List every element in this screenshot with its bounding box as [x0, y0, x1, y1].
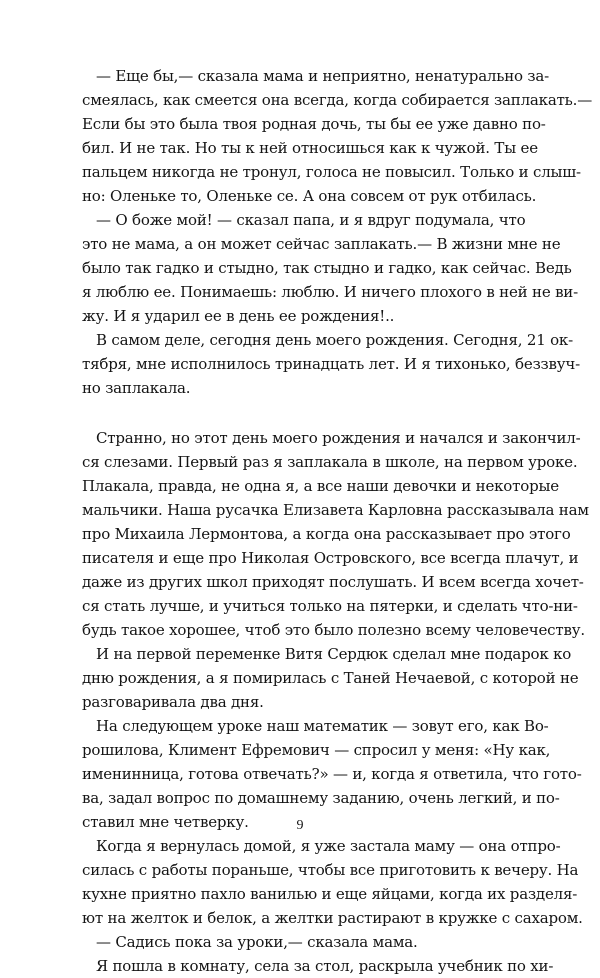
text-line: силась с работы пораньше, чтобы все приготовить к вечеру. На	[82, 861, 579, 879]
paragraph	[82, 328, 580, 400]
text-line: — О боже мой! — сказал папа, и я вдруг подумала, что	[96, 211, 526, 229]
page-body	[82, 64, 593, 978]
text-line: писателя и еще про Николая Островского, все всегда плачут, и	[82, 549, 579, 567]
text-line: рошилова, Климент Ефремович — спросил у меня: «Ну как,	[82, 741, 551, 759]
text-line: бил. И не так. Но ты к ней относишься как к чужой. Ты ее	[82, 139, 538, 157]
text-line: тября, мне исполнилось тринадцать лет. И я тихонько, беззвуч-	[82, 355, 580, 373]
text-line: но заплакала.	[82, 379, 191, 397]
text-line: ся слезами. Первый раз я заплакала в школе, на первом уроке.	[82, 453, 578, 471]
text-line: В самом деле, сегодня день моего рождения. Сегодня, 21 ок-	[96, 331, 573, 349]
text-line: Если бы это была твоя родная дочь, ты бы ее уже давно по-	[82, 115, 546, 133]
text-line: ставил мне четверку.	[82, 813, 249, 831]
text-line: Я пошла в комнату, села за стол, раскрыла учебник по хи-	[96, 957, 554, 975]
paragraph	[82, 954, 554, 978]
text-line: но: Оленьке то, Оленьке се. А она совсем от рук отбилась.	[82, 187, 537, 205]
text-line: ся стать лучше, и учиться только на пятерки, и сделать что-ни-	[82, 597, 578, 615]
paragraph	[82, 930, 524, 954]
text-line: именинница, готова отвечать?» — и, когда я ответила, что гото-	[82, 765, 582, 783]
text-line: это не мама, а он может сейчас заплакать.— В жизни мне не	[82, 235, 561, 253]
section-break	[82, 400, 524, 426]
page-number: 9	[296, 818, 304, 833]
text-line: Когда я вернулась домой, я уже застала маму — она отпро-	[96, 837, 561, 855]
text-line: Странно, но этот день моего рождения и начался и закончил-	[96, 429, 581, 447]
paragraph	[82, 834, 583, 930]
text-line: кухне приятно пахло ванилью и еще яйцами, когда их разделя-	[82, 885, 578, 903]
text-line: будь такое хорошее, чтоб это было полезно всему человечеству.	[82, 621, 585, 639]
text-line: — Еще бы,— сказала мама и неприятно, ненатурально за-	[96, 67, 550, 85]
text-line: пальцем никогда не тронул, голоса не повысил. Только и слыш-	[82, 163, 581, 181]
text-line: даже из других школ приходят послушать. И всем всегда хочет-	[82, 573, 584, 591]
text-line: жу. И я ударил ее в день ее рождения!..	[82, 307, 395, 325]
text-line: — Садись пока за уроки,— сказала мама.	[96, 933, 418, 951]
paragraph	[82, 714, 582, 834]
text-line: про Михаила Лермонтова, а когда она рассказывает про этого	[82, 525, 571, 543]
text-line: было так гадко и стыдно, так стыдно и гадко, как сейчас. Ведь	[82, 259, 572, 277]
text-line: дню рождения, а я помирилась с Таней Нечаевой, с которой не	[82, 669, 579, 687]
text-line: мальчики. Наша русачка Елизавета Карловна рассказывала нам	[82, 501, 589, 519]
paragraph	[82, 642, 579, 714]
paragraph	[82, 208, 578, 328]
paragraph	[82, 64, 593, 208]
paragraph	[82, 426, 589, 642]
text-line: ют на желток и белок, а желтки растирают в кружке с сахаром.	[82, 909, 583, 927]
text-line: ва, задал вопрос по домашнему заданию, очень легкий, и по-	[82, 789, 560, 807]
text-line: разговаривала два дня.	[82, 693, 264, 711]
text-line: На следующем уроке наш математик — зовут его, как Во-	[96, 717, 549, 735]
text-line: я люблю ее. Понимаешь: люблю. И ничего плохого в ней не ви-	[82, 283, 578, 301]
text-line: смеялась, как смеется она всегда, когда собирается заплакать.—	[82, 91, 593, 109]
text-line: Плакала, правда, не одна я, а все наши девочки и некоторые	[82, 477, 559, 495]
text-line: И на первой переменке Витя Сердюк сделал мне подарок ко	[96, 645, 572, 663]
